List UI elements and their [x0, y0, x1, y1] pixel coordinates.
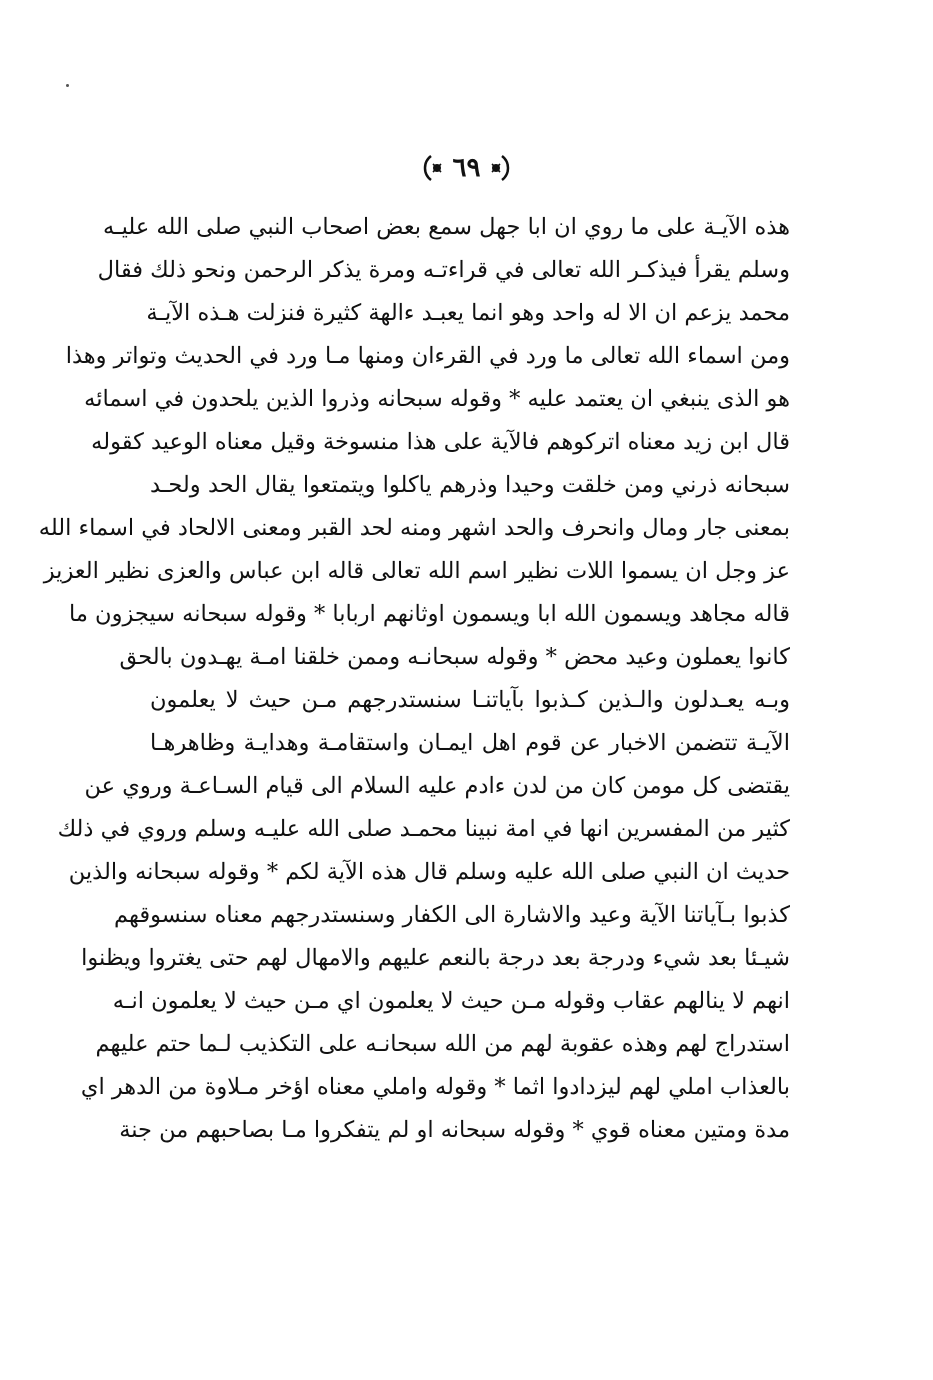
text-line: هو الذى ينبغي ان يعتمد عليه * وقوله سبحانه وذروا الذين يلحدون في اسمائه — [84, 386, 790, 412]
text-line: مدة ومتين معناه قوي * وقوله سبحانه او لم يتفكروا مـا بصاحبهم من جنة — [119, 1117, 790, 1143]
text-line: شيـئا بعد شيء ودرجة بعد درجة بالنعم عليهم والامهال لهم حتى يغتروا ويظنوا — [81, 945, 790, 971]
page-number: ٦٩ — [452, 153, 481, 183]
text-line: يقتضى كل مومن كان من لدن ءادم عليه السلام الى قيام السـاعـة وروي عن — [84, 773, 790, 799]
text-line: كانوا يعملون وعيد محض * وقوله سبحانـه وممن خلقنا امـة يهـدون بالحق — [119, 644, 790, 670]
text-line: بمعنى جار ومال وانحرف والحد اشهر ومنه لحد القبر ومعنى الالحاد في اسماء الله — [38, 515, 790, 541]
arabic-text-body — [38, 206, 790, 1152]
text-line: ومن اسماء الله تعالى ما ورد في القرءان ومنها مـا ورد في الحديث وتواتر وهذا — [65, 343, 790, 369]
text-line: قاله مجاهد ويسمون الله ابا ويسمون اوثانهم اربابا * وقوله سبحانه سيجزون ما — [69, 601, 790, 627]
text-line: وبـه يعـدلون والـذين كـذبوا بآياتنـا سنستدرجهم مـن حيث لا يعلمون — [150, 687, 790, 713]
right-ornament-icon — [490, 153, 516, 183]
page-header — [0, 148, 933, 188]
text-line: سبحانه ذرني ومن خلقت وحيدا وذرهم ياكلوا ويتمتعوا يقال الحد ولحـد — [150, 472, 790, 498]
text-line: وسلم يقرأ فيذكـر الله تعالى في قراءتـه ومرة يذكر الرحمن ونحو ذلك فقال — [97, 257, 790, 283]
text-line: انهم لا ينالهم عقاب وقوله مـن حيث لا يعلمون اي مـن حيث لا يعلمون انـه — [112, 988, 790, 1014]
text-line: بالعذاب املي لهم ليزدادوا اثما * وقوله واملي معناه اؤخر مـلاوة من الدهر اي — [80, 1074, 790, 1100]
text-line: كثير من المفسرين انها في امة نبينا محمـد صلى الله عليـه وسلم وروي في ذلك — [57, 816, 790, 842]
text-line: قال ابن زيد معناه اتركوهم فالآية على هذا منسوخة وقيل معناه الوعيد كقوله — [91, 429, 790, 455]
text-line: الآيـة تتضمن الاخبار عن قوم اهل ايمـان واستقامـة وهدايـة وظاهرهـا — [150, 730, 790, 756]
text-line: كذبوا بـآياتنا الآية وعيد والاشارة الى الكفار وسنستدرجهم معناه سنسوقهم — [114, 902, 790, 928]
text-line: حديث ان النبي صلى الله عليه وسلم قال هذه الآية لكم * وقوله سبحانه والذين — [68, 859, 790, 885]
left-ornament-icon — [417, 153, 443, 183]
text-line: استدراج لهم وهذه عقوبة لهم من الله سبحانـه على التكذيب لـما حتم عليهم — [95, 1031, 790, 1057]
text-line: محمد يزعم ان الا له واحد وهو انما يعبـد ءالهة كثيرة فنزلت هـذه الآيـة — [146, 300, 790, 326]
ink-speck — [66, 84, 69, 87]
text-line: هذه الآيـة على ما روي ان ابا جهل سمع بعض اصحاب النبي صلى الله عليـه — [102, 214, 790, 240]
text-line: عز وجل ان يسموا اللات نظير اسم الله تعالى قاله ابن عباس والعزى نظير العزيز — [43, 558, 790, 584]
